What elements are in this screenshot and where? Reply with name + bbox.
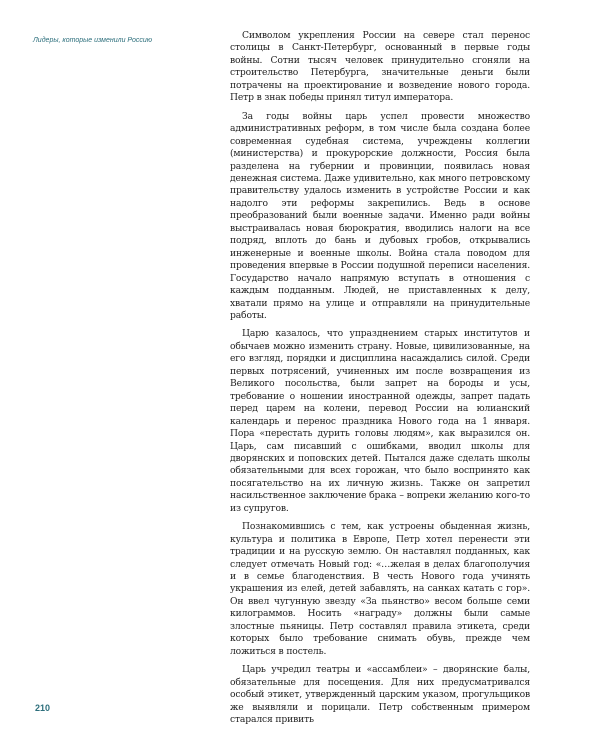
body-text [230,30,530,732]
paragraph: Царю казалось, что упразднением старых институтов и обычаев можно изменить страну. Новые, цивилизованные, на его взгляд, порядки и дисциплина насаждались силой. Среди первых потрясений, учиненных им после возвращения из Великого посольства, были запрет на бороды и усы, требование о ношении иностранной одежды, запрет падать перед царем на колени, перевод России на юлианский календарь и перенос праздника Нового года на 1 января. Пора «перестать дурить головы людям», как выразился он. Царь, сам писавший с ошибками, вводил школы для дворянских и поповских детей. Пытался даже сделать школы обязательными для всех горожан, что было воспринято как посягательство на их личную жизнь. Также он запретил насильственное заключение брака – вопреки желанию кого-то из супругов. [230,328,530,514]
page-number: 210 [35,703,51,713]
paragraph: Царь учредил театры и «ассамблеи» – дворянские балы, обязательные для посещения. Для них предусматривался особый этикет, утвержденный царским указом, прогульщиков же выявляли и порицали. Петр собственным примером старался привить [230,664,530,726]
paragraph: За годы войны царь успел провести множество административных реформ, в том числе была создана более современная судебная система, учреждены коллегии (министерства) и прокурорские должности, Россия была разделена на губернии и провинции, появилась новая денежная система. Даже удивительно, как много петровскому правительству удалось изменить в устройстве России и как надолго эти реформы закрепились. Ведь в основе преобразований были военные задачи. Именно ради войны выстраивалась новая бюрократия, вводились налоги на все подряд, вплоть до бань и дубовых гробов, открывались инженерные и военные школы. Война стала поводом для проведения впервые в России подушной переписи населения. Государство начало напрямую вступать в отношения с каждым подданным. Людей, не приставленных к делу, хватали прямо на улице и отправляли на принудительные работы. [230,110,530,321]
paragraph: Символом укрепления России на севере стал перенос столицы в Санкт-Петербург, основанный в первые годы войны. Сотни тысяч человек принудительно сгоняли на строительство Петербурга, значительные деньги были потрачены на проектирование и возведение нового города. Петр в знак победы принял титул императора. [230,30,530,104]
paragraph: Познакомившись с тем, как устроены обыденная жизнь, культура и политика в Европе, Петр хотел перенести эти традиции и на русскую землю. Он наставлял подданных, как следует отмечать Новый год: «…желая в делах благополучия и в семье благоденствия. В честь Нового года учинять украшения из елей, детей забавлять, на санках катать с гор». Он ввел чугунную звезду «За пьянство» весом больше семи килограммов. Носить «награду» должны были самые злостные пьяницы. Петр составлял правила этикета, среди которых было требование снимать обувь, прежде чем ложиться в постель. [230,521,530,657]
running-head: Лидеры, которые изменили Россию [33,37,153,44]
